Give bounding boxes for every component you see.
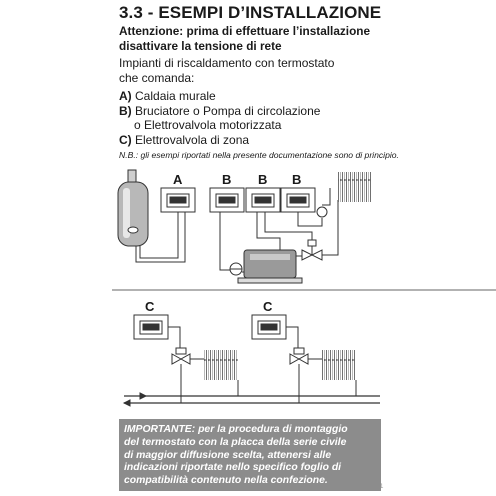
radiator-icon <box>338 172 372 202</box>
diagram-label: B <box>292 172 302 187</box>
diagram-label: A <box>173 172 183 187</box>
thermostat-icon <box>134 315 168 339</box>
option-text: Caldaia murale <box>135 89 216 103</box>
thermostat-icon <box>210 188 244 212</box>
important-note <box>119 419 384 491</box>
important-text <box>124 424 380 488</box>
warning-line: disattivare la tensione di rete <box>119 39 282 53</box>
nb-note: N.B.: gli esempi riportati nella presente documentazione sono di principio. <box>119 150 399 160</box>
important-line: IMPORTANTE: per la procedura di montaggio <box>124 424 348 435</box>
boiler-icon <box>118 170 148 246</box>
valve-icon <box>302 240 322 260</box>
radiator-icon <box>322 350 356 380</box>
option-text: Bruciatore o Pompa di circolazione <box>135 103 321 118</box>
thermostat-icon <box>246 188 280 212</box>
option-letter: B) <box>119 103 132 118</box>
arrow-left-icon <box>124 400 130 406</box>
page-number: 1 <box>380 484 384 490</box>
option-text: Elettrovalvola di zona <box>135 132 250 147</box>
radiator-icon <box>204 350 238 380</box>
warning-line: Attenzione: prima di effettuare l’installazione <box>119 24 371 38</box>
option-letter: A) <box>119 89 132 103</box>
thermostat-icon <box>252 315 286 339</box>
intro-line: che comanda: <box>119 70 195 85</box>
diagram-label: C <box>263 299 273 314</box>
valve-icon <box>290 348 308 364</box>
section-title: 3.3 - ESEMPI D’INSTALLAZIONE <box>119 3 382 22</box>
burner-icon <box>238 250 302 283</box>
diagram-label: B <box>258 172 268 187</box>
option-letter: C) <box>119 132 132 147</box>
thermostat-icon <box>161 188 195 212</box>
important-line: indicazioni riportate nello specifico foglio di <box>124 462 342 474</box>
diagram-label: B <box>222 172 232 187</box>
thermostat-icon <box>281 188 315 212</box>
diagram-label: C <box>145 299 155 314</box>
arrow-right-icon <box>140 393 146 399</box>
valve-icon <box>172 348 190 364</box>
important-line: di maggior diffusione scelta, attenersi alle <box>124 449 332 461</box>
important-line: del termostato con la placca della serie civile <box>124 436 347 448</box>
valve-icon <box>317 207 327 217</box>
option-text: o Elettrovalvola motorizzata <box>134 118 282 132</box>
important-line: compatibilità contenuto nella confezione. <box>124 475 328 487</box>
intro-line: Impianti di riscaldamento con termostato <box>119 56 335 70</box>
